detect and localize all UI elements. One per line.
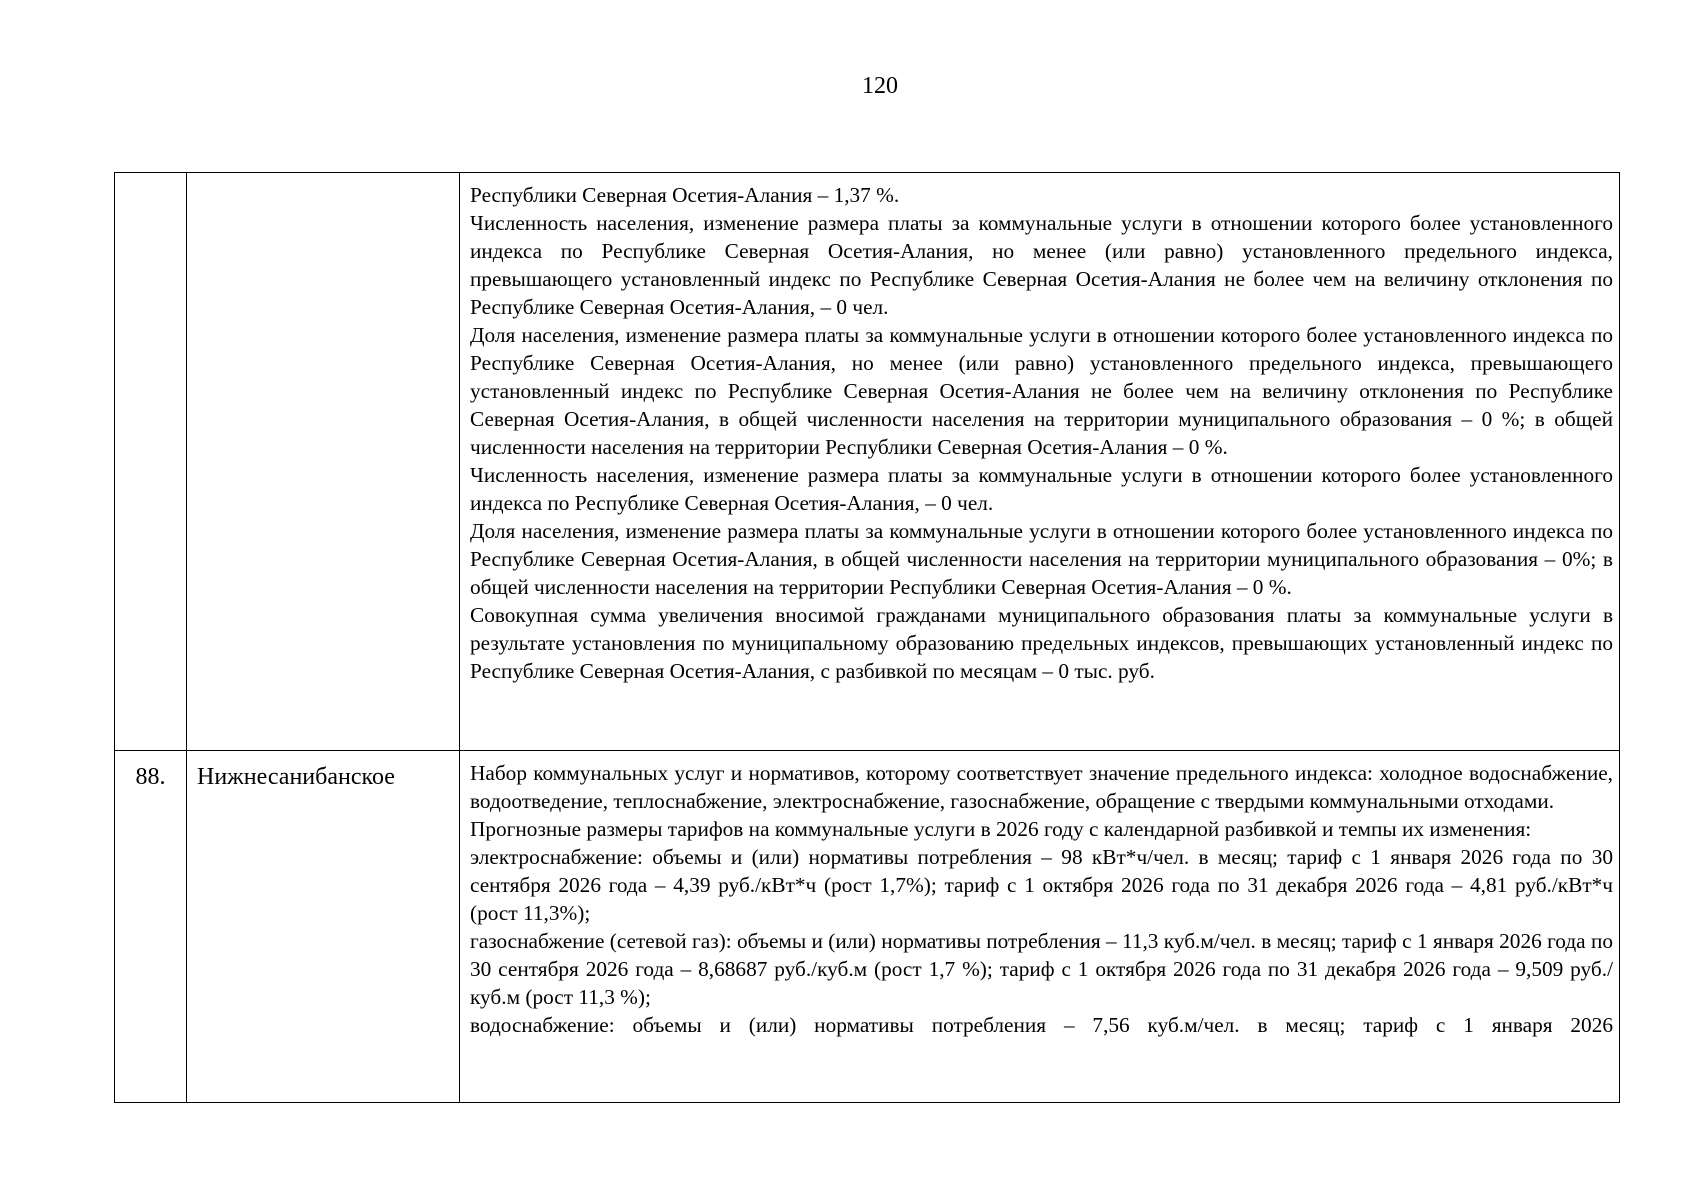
paragraph: Численность населения, изменение размера платы за коммунальные услуги в отношении которого более установленного индекса по Республике Северная Осетия-Алания, но менее (или равно) установленного предельного индекса, превышающего установленный индекс по Республике Северная Осетия-Алания не более чем на величину отклонения по Республике Северная Осетия-Алания, – 0 чел. (470, 211, 1613, 319)
page-number: 120 (862, 73, 898, 99)
municipality-name: Нижнесанибанское (187, 751, 460, 1103)
paragraph: Набор коммунальных услуг и нормативов, которому соответствует значение предельного индекса: холодное водоснабжение, водоотведение, теплоснабжение, электроснабжение, газоснабжение, обращение с твердыми коммунальными отходами. (470, 761, 1613, 813)
paragraph: Республики Северная Осетия-Алания – 1,37 %. (470, 183, 900, 207)
paragraph: газоснабжение (сетевой газ): объемы и (или) нормативы потребления – 11,3 куб.м/чел. в месяц; тариф с 1 января 2026 года по 30 сентября 2026 года – 8,68687 руб./куб.м (рост 1,7 %); тариф с 1 октября 2026 года по 31 декабря 2026 года – 9,509 руб./куб.м (рост 11,3 %); (470, 929, 1613, 1009)
table-row (115, 751, 1620, 1103)
table-row (115, 173, 1620, 751)
row-number (115, 173, 187, 751)
paragraph: Численность населения, изменение размера платы за коммунальные услуги в отношении которого более установленного индекса по Республике Северная Осетия-Алания, – 0 чел. (470, 463, 1613, 515)
paragraph: Доля населения, изменение размера платы за коммунальные услуги в отношении которого более установленного индекса по Республике Северная Осетия-Алания, в общей численности населения на территории муниципального образования – 0%; в общей численности населения на территории Республики Северная Осетия-Алания – 0 %. (470, 519, 1613, 599)
data-table (114, 172, 1620, 1103)
paragraph: Доля населения, изменение размера платы за коммунальные услуги в отношении которого более установленного индекса по Республике Северная Осетия-Алания, но менее (или равно) установленного предельного индекса, превышающего установленный индекс по Республике Северная Осетия-Алания не более чем на величину отклонения по Республике Северная Осетия-Алания, в общей численности населения на территории муниципального образования – 0 %; в общей численности населения на территории Республики Северная Осетия-Алания – 0 %. (470, 323, 1613, 459)
paragraph: водоснабжение: объемы и (или) нормативы потребления – 7,56 куб.м/чел. в месяц; тариф с 1 января 2026 (470, 1013, 1613, 1037)
row-text (460, 173, 1620, 751)
paragraph: электроснабжение: объемы и (или) нормативы потребления – 98 кВт*ч/чел. в месяц; тариф с 1 января 2026 года по 30 сентября 2026 года – 4,39 руб./кВт*ч (рост 1,7%); тариф с 1 октября 2026 года по 31 декабря 2026 года – 4,81 руб./кВт*ч (рост 11,3%); (470, 845, 1613, 925)
row-text (460, 751, 1620, 1103)
paragraph: Прогнозные размеры тарифов на коммунальные услуги в 2026 году с календарной разбивкой и темпы их изменения: (470, 817, 1532, 841)
municipality-name (187, 173, 460, 751)
row-number: 88. (115, 751, 187, 1103)
paragraph: Совокупная сумма увеличения вносимой гражданами муниципального образования платы за коммунальные услуги в результате установления по муниципальному образованию предельных индексов, превышающих установленный индекс по Республике Северная Осетия-Алания, с разбивкой по месяцам – 0 тыс. руб. (470, 603, 1613, 683)
